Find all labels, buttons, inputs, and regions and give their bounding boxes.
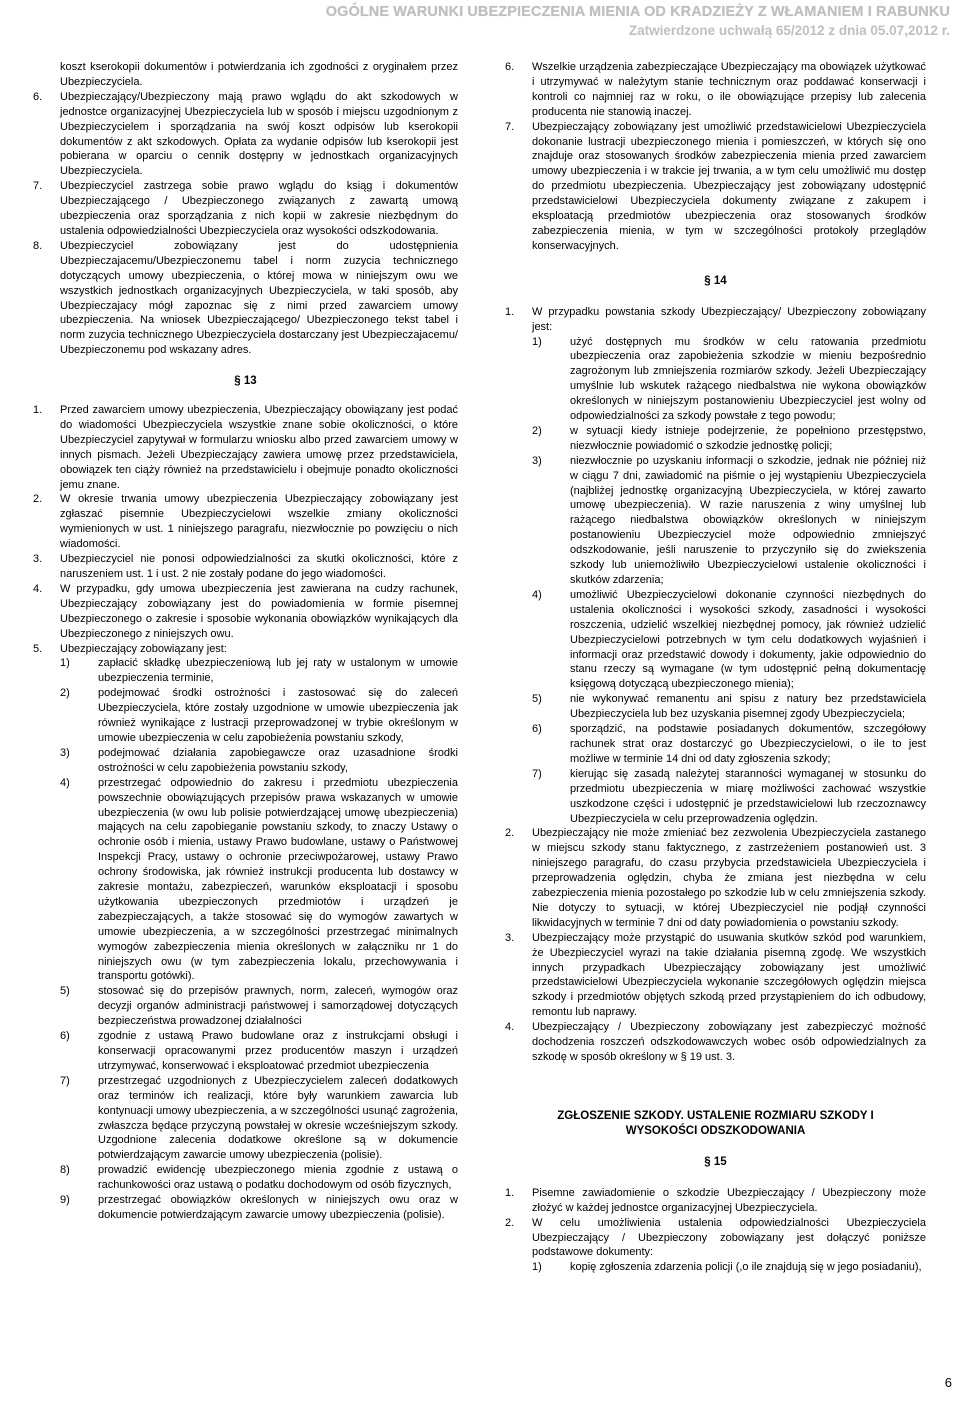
paragraph-text: koszt kserokopii dokumentów i potwierdzania ich zgodności z oryginałem przez Ubezpieczyciela. (60, 61, 458, 88)
damage-obligations-list (505, 335, 926, 827)
page-number: 6 (944, 1375, 952, 1390)
item-number: 2. (505, 827, 515, 840)
list-item (33, 60, 458, 90)
list-item (505, 1186, 926, 1216)
sub-item-number: 8) (60, 1164, 70, 1177)
paragraph-text: Ubezpieczający/Ubezpieczony mają prawo wglądu do akt szkodowych w jednostce organizacyjnej Ubezpieczyciela lub w sposób i miejscu uzgodnionym z Ubezpieczycielem i sporządzania na swój koszt odpisów lub kserokopii dokumentów z akt szkodowych. Opłata za wydanie odpisów lub kserokopii jest pobierana w oparciu o cennik dostępny w jednostkach organizacyjnych Ubezpieczyciela. (60, 90, 458, 178)
sub-list-item (505, 588, 926, 692)
paragraph-text: W przypadku, gdy umowa ubezpieczenia jest zawierana na cudzy rachunek, Ubezpieczający zobowiązany jest do powiadomienia w formie pisemnej Ubezpieczonego o zakresie i sposobie wykonania obowiązków wynikających dla Ubezpieczonego z niniejszych owu. (60, 582, 458, 640)
list-item (33, 582, 458, 642)
list-item (33, 90, 458, 179)
sub-list-item (505, 454, 926, 588)
sub-list-item (505, 335, 926, 424)
item-number: 3. (33, 553, 43, 566)
paragraph-text: Ubezpieczający zobowiązany jest: (60, 642, 227, 655)
sub-item-number: 3) (532, 454, 542, 467)
item-number: 1. (505, 1186, 515, 1199)
paragraph-text: Ubezpieczający nie może zmieniać bez zezwolenia Ubezpieczyciela zastanego w miejscu szkody stanu faktycznego, z zastrzeżeniem postanowień ust. 3 niniejszego paragrafu, do czasu przybycia przedstawiciela Ubezpieczyciela i przeprowadzenia oględzin, chyba że zmiana jest niezbędna w celu zabezpieczenia mienia pozostałego po szkodzie lub w celu zmniejszenia szkody. Nie dotyczy to sytuacji, w której Ubezpieczyciel nie podjął czynności likwidacyjnych w terminie 7 dni od daty powiadomienia o powstaniu szkody. (532, 827, 926, 929)
sub-item-text: kopię zgłoszenia zdarzenia policji (,o ile znajdują się w jego posiadaniu), (570, 1261, 922, 1274)
sub-item-number: 7) (532, 767, 542, 780)
sub-item-number: 1) (532, 335, 542, 348)
item-number: 1. (505, 305, 515, 318)
item-number: 6. (505, 61, 515, 73)
sub-item-number: 7) (60, 1074, 70, 1087)
sub-item-number: 5) (532, 693, 542, 706)
sub-item-number: 6) (60, 1030, 70, 1043)
sub-item-text: zapłacić składkę ubezpieczeniową lub jej raty w ustalonym w umowie ubezpieczenia terminie, (98, 657, 458, 685)
item-number: 3. (505, 931, 515, 944)
sub-item-text: przestrzegać obowiązków określonych w niniejszych owu oraz w dokumencie potwierdzającym zawarcie umowy ubezpieczenia (polisie). (98, 1194, 458, 1221)
sub-list-item (33, 1193, 458, 1223)
sub-item-number: 2) (60, 687, 70, 700)
sub-item-text: podejmować działania zapobiegawcze oraz uzasadnione środki ostrożności w celu zapobieżenia powstaniu szkody, (98, 746, 458, 774)
item-number: 7. (505, 120, 515, 133)
chapter-heading: ZGŁOSZENIE SZKODY. USTALENIE ROZMIARU SZKODY I WYSOKOŚCI ODSZKODOWANIA (557, 1109, 874, 1137)
item-number: 8. (33, 239, 43, 252)
list-item (33, 179, 458, 239)
list-item (505, 305, 926, 335)
sub-item-number: 4) (60, 776, 70, 789)
list-item (33, 403, 458, 492)
list-item (33, 642, 458, 657)
sub-list-item (33, 686, 458, 746)
sub-list-item (505, 722, 926, 767)
sub-item-number: 6) (532, 723, 542, 736)
paragraph-text: Wszelkie urządzenia zabezpieczające Ubezpieczający ma obowiązek użytkować i utrzymywać w należytym stanie technicznym oraz poddawać konserwacji i kontroli co najmniej raz w roku, o ile obowiązujące przepisy lub zalecenia producenta nie stanowią inaczej. (532, 61, 926, 118)
sub-list-item (33, 746, 458, 776)
sub-list-item (33, 776, 458, 985)
sub-list-item (505, 692, 926, 722)
paragraph-text: Ubezpieczyciel zastrzega sobie prawo wglądu do ksiąg i dokumentów Ubezpieczającego / Ubezpieczonego związanych z zawartą umową ubezpieczenia oraz sporządzania z nich kopii w zakresie niezbędnym do ustalenia odpowiedzialności Ubezpieczyciela oraz wysokości odszkodowania. (60, 180, 458, 237)
sub-item-text: stosować się do przepisów prawnych, norm, zaleceń, wymogów oraz decyzji organów administracji państwowej i samorządowej dotyczących bezpieczeństwa prowadzonej działalności (98, 985, 458, 1028)
list-item (505, 1020, 926, 1065)
sub-list-item (33, 1029, 458, 1074)
header-subtitle: Zatwierdzone uchwałą 65/2012 z dnia 05.07,2012 r. (628, 23, 950, 38)
sub-item-number: 1) (60, 657, 70, 670)
item-number: 1. (33, 404, 43, 417)
list-item (505, 1216, 926, 1261)
list-item (505, 826, 926, 930)
sub-item-number: 3) (60, 746, 70, 759)
page-header (0, 0, 960, 42)
sub-item-text: użyć dostępnych mu środków w celu ratowania przedmiotu ubezpieczenia oraz zapobieżenia szkodzie w mieniu bezpośrednio zagrożonym lub zmniejszenia rozmiarów szkody. Jeżeli Ubezpieczający umyślnie lub wskutek rażącego niedbalstwa nie wykona obowiązków określonych w niniejszym postanowieniu Ubezpieczyciel jest wolny od odpowiedzialności za szkody powstałe z tego powodu; (570, 335, 926, 423)
sub-item-text: niezwłocznie po uzyskaniu informacji o szkodzie, jednak nie później niż w ciągu 7 dni, zawiadomić na piśmie o jej wystąpieniu Ubezpieczyciela (najbliżej jednostkę organizacyjną Ubezpieczyciela, w której zawarto umowę ubezpieczenia). W razie naruszenia z winy umyślnej lub rażącego niedbalstwa obowiązków określonych w niniejszym postanowieniu Ubezpieczyciel może odpowiednio zmniejszyć odszkodowanie, jeśli naruszenie to przyczyniło się do zwiekszenia szkody lub uniemożliwiło Ubezpieczycielowi ustalenie okoliczności i skutków zdarzenia; (570, 454, 926, 586)
header-title: OGÓLNE WARUNKI UBEZPIECZENIA MIENIA OD KRADZIEŻY Z WŁAMANIEM I RABUNKU (325, 4, 950, 20)
item-number: 7. (33, 180, 43, 193)
paragraph-text: Pisemne zawiadomienie o szkodzie Ubezpieczający / Ubezpieczony może złożyć w każdej jednostce organizacyjnej Ubezpieczyciela. (532, 1186, 926, 1214)
item-number: 6. (33, 90, 43, 103)
section-14-heading: § 14 (704, 274, 727, 287)
sub-item-text: nie wykonywać remanentu ani spisu z natury bez przedstawiciela Ubezpieczyciela lub bez uzyskania pisemnej zgody Ubezpieczyciela; (570, 693, 926, 721)
item-number: 4. (505, 1021, 515, 1034)
sub-item-text: przestrzegać uzgodnionych z Ubezpieczycielem zaleceń dodatkowych oraz terminów ich realizacji, które były warunkiem zawarcia lub kontynuacji umowy ubezpieczenia, a w szczególności usunąć zagrożenia, zwłaszcza będące przyczyną powstałej w okresie wcześniejszym szkody. Uzgodnione zalecenia dodatkowe określone są w dokumencie potwierdzającym zawarcie umowy ubezpieczenia (polisie). (98, 1074, 458, 1162)
paragraph-text: W celu umożliwienia ustalenia odpowiedzialności Ubezpieczyciela Ubezpieczający / Ubezpieczony zobowiązany jest dołączyć poniższe podstawowe dokumenty: (532, 1216, 926, 1259)
sub-list-item (505, 1260, 926, 1275)
paragraph-text: Ubezpieczający może przystąpić do usuwania skutków szkód pod warunkiem, że Ubezpieczyciel wyrazi na takie działania pisemną zgodę. We wszystkich innych przypadkach Ubezpieczający zobowiązany jest umożliwić przedstawicielowi Ubezpieczyciela wykonanie szczegółowych oględzin miejsca szkody i przedmiotów objętych szkodą przed przystąpieniem do ich odbudowy, remontu lub naprawy. (532, 931, 926, 1019)
item-number: 2. (505, 1216, 515, 1229)
sub-item-number: 5) (60, 985, 70, 998)
sub-list-item (33, 656, 458, 686)
sub-item-number: 2) (532, 424, 542, 437)
sub-list-item (33, 984, 458, 1029)
paragraph-text: Ubezpieczyciel nie ponosi odpowiedzialności za skutki okoliczności, które z naruszeniem ust. 1 i ust. 2 nie zostały podane do jego wiadomości. (60, 553, 458, 580)
paragraph-text: Ubezpieczający / Ubezpieczony zobowiązany jest zabezpieczyć możność dochodzenia roszczeń odszkodowawczych wobec osób odpowiedzialnych za szkodę w sposób określony w § 19 ust. 3. (532, 1021, 926, 1063)
sub-list-item (505, 767, 926, 827)
paragraph-text: W przypadku powstania szkody Ubezpieczający/ Ubezpieczony zobowiązany jest: (532, 305, 926, 333)
sub-item-text: podejmować środki ostrożności i zastosować się do zaleceń Ubezpieczyciela, które zostały uzgodnione w umowie ubezpieczenia jak również wynikające z lustracji przeprowadzonej w trybie określonym w umowie ubezpieczenia w celu zapobieżenia powstaniu szkody, (98, 687, 458, 744)
sub-list-item (33, 1074, 458, 1163)
sub-item-text: zgodnie z ustawą Prawo budowlane oraz z instrukcjami obsługi i konserwacji opracowanymi przez producentów maszyn i urządzeń utrzymywać, konserwować i eksploatować przedmiot ubezpieczenia (98, 1030, 458, 1072)
sub-item-text: przestrzegać odpowiednio do zakresu i przedmiotu ubezpieczenia powszechnie obowiązujących przepisów prawa wskazanych w umowie ubezpieczenia (w owu lub polisie potwierdzającej umowę ubezpieczenia) mających na celu zapobieganie powstaniu szkody, to znaczy Ustawy o ochronie osób i mienia, ustawy Prawo budowlane, ustawy o Państwowej Inspekcji Pracy, ustawy o ochronie przeciwpożarowej, ustawy Prawo ochrony środowiska, jak również instrukcji producenta lub dostawcy w zakresie montażu, zabezpieczeń, warunków eksploatacji i sposobu użytkowania ubezpieczonych przedmiotów i urządzeń je zabezpieczających, a także stosować się do wymogów zawartych w umowie ubezpieczenia, a w szczególności przestrzegać minimalnych wymogów zabezpieczenia mienia określonych w załączniku nr 1 do niniejszych owu (w tym zabezpieczenia lokalu, przechowywania i transportu gotówki). (98, 776, 458, 983)
sub-item-number: 1) (532, 1261, 542, 1274)
sub-item-text: sporządzić, na podstawie posiadanych dokumentów, szczegółowy rachunek strat oraz dostarczyć go Ubezpieczycielowi, o ile to jest możliwe w terminie 14 dni od daty zgłoszenia szkody; (570, 723, 926, 765)
sub-item-text: w sytuacji kiedy istnieje podejrzenie, że popełniono przestępstwo, niezwłocznie powiadomić o szkodzie jednostkę policji; (570, 424, 926, 452)
right-column (505, 60, 926, 1275)
list-item (505, 120, 926, 254)
item-number: 2. (33, 493, 43, 506)
sub-item-number: 4) (532, 588, 542, 601)
left-column (33, 60, 458, 1223)
sub-item-text: prowadzić ewidencję ubezpieczonego mienia zgodnie z ustawą o rachunkowości oraz ustawą o podatku dochodowym od osób fizycznych, (98, 1164, 458, 1192)
item-number: 5. (33, 642, 43, 655)
sub-item-text: kierując się zasadą należytej staranności wymaganej w stosunku do przedmiotu ubezpieczenia w miarę możliwości zachować wszystkie uszkodzone części i udostępnić je przedstawicielowi lub rzeczoznawcy Ubezpieczyciela w celu przeprowadzenia oględzin. (570, 767, 926, 825)
paragraph-text: Przed zawarciem umowy ubezpieczenia, Ubezpieczający obowiązany jest podać do wiadomości Ubezpieczyciela wszystkie znane sobie okoliczności, o które Ubezpieczyciel zapytywał w formularzu wniosku albo przed zawarciem umowy w innych pismach. Jeżeli Ubezpieczający zawiera umowę przez przedstawiciela, obowiązek ten ciąży również na przedstawicielu i obejmuje ponadto okoliczności jemu znane. (60, 404, 458, 491)
paragraph-text: Ubezpieczający zobowiązany jest umożliwić przedstawicielowi Ubezpieczyciela dokonanie lustracji ubezpieczonego mienia i pomieszczeń, w których się ono znajduje oraz stosowanych środków zabezpieczenia mienia przed zawarciem umowy ubezpieczenia i w trakcie jej trwania, a w tym celu umożliwić mu dostęp do przedmiotu ubezpieczenia. Ubezpieczający jest zobowiązany udostępnić przedstawicielowi Ubezpieczyciela dokumenty związane z zakupem i eksploatacją przedmiotów ubezpieczenia oraz stosowanych środków zabezpieczenia mienia, w tym w szczególności protokoły przeglądów konserwacyjnych. (532, 120, 926, 252)
paragraph-text: W okresie trwania umowy ubezpieczenia Ubezpieczający zobowiązany jest zgłaszać pisemnie Ubezpieczycielowi wszelkie zmiany okoliczności wymienionych w ust. 1 niniejszego paragrafu, niezwłocznie po powzięciu o nich wiadomości. (60, 493, 458, 551)
list-item (505, 60, 926, 120)
documents-list (505, 1260, 926, 1275)
list-item (505, 931, 926, 1020)
paragraph-text: Ubezpieczyciel zobowiązany jest do udostępnienia Ubezpieczajacemu/Ubezpieczonemu tabel i norm zuzycia technicznego dotyczących umowy ubezpieczenia, o której mowa w niniejszym owu we wszystkich jednostkach organizacyjnych Ubezpieczyciela, w taki sposób, aby Ubezpieczajacy mógł zapoznac się z nimi przed zawarciem umowy ubezpieczenia. Na wniosek Ubezpieczającego/ Ubezpieczonego tekst tabel i norm zuzycia technicznego Ubezpieczyciela dostarczany jest Ubezpieczajacemu/ Ubezpieczonemu pod wskazany adres. (60, 239, 458, 357)
list-item (33, 239, 458, 358)
sub-item-text: umożliwić Ubezpieczycielowi dokonanie czynności niezbędnych do ustalenia okoliczności i wysokości szkody, zasadności i wysokości roszczenia, udzielić wszelkiej niezbędnej pomocy, jak również udzielić Ubezpieczycielowi potrzebnych w tym celu dodatkowych wyjaśnień i informacji oraz przedstawić dowody i dokumenty, jakie odpowiednio do stanu rzeczy są wymagane (w tym udostępnić pełną dokumentację księgową dotyczącą ubezpieczonego mienia); (570, 588, 926, 691)
list-item (33, 492, 458, 552)
sub-item-number: 9) (60, 1194, 70, 1207)
sub-list-item (505, 424, 926, 454)
obligations-list (33, 656, 458, 1222)
item-number: 4. (33, 582, 43, 595)
list-item (33, 552, 458, 582)
section-13-heading: § 13 (234, 375, 257, 388)
sub-list-item (33, 1163, 458, 1193)
section-15-heading: § 15 (704, 1155, 727, 1168)
